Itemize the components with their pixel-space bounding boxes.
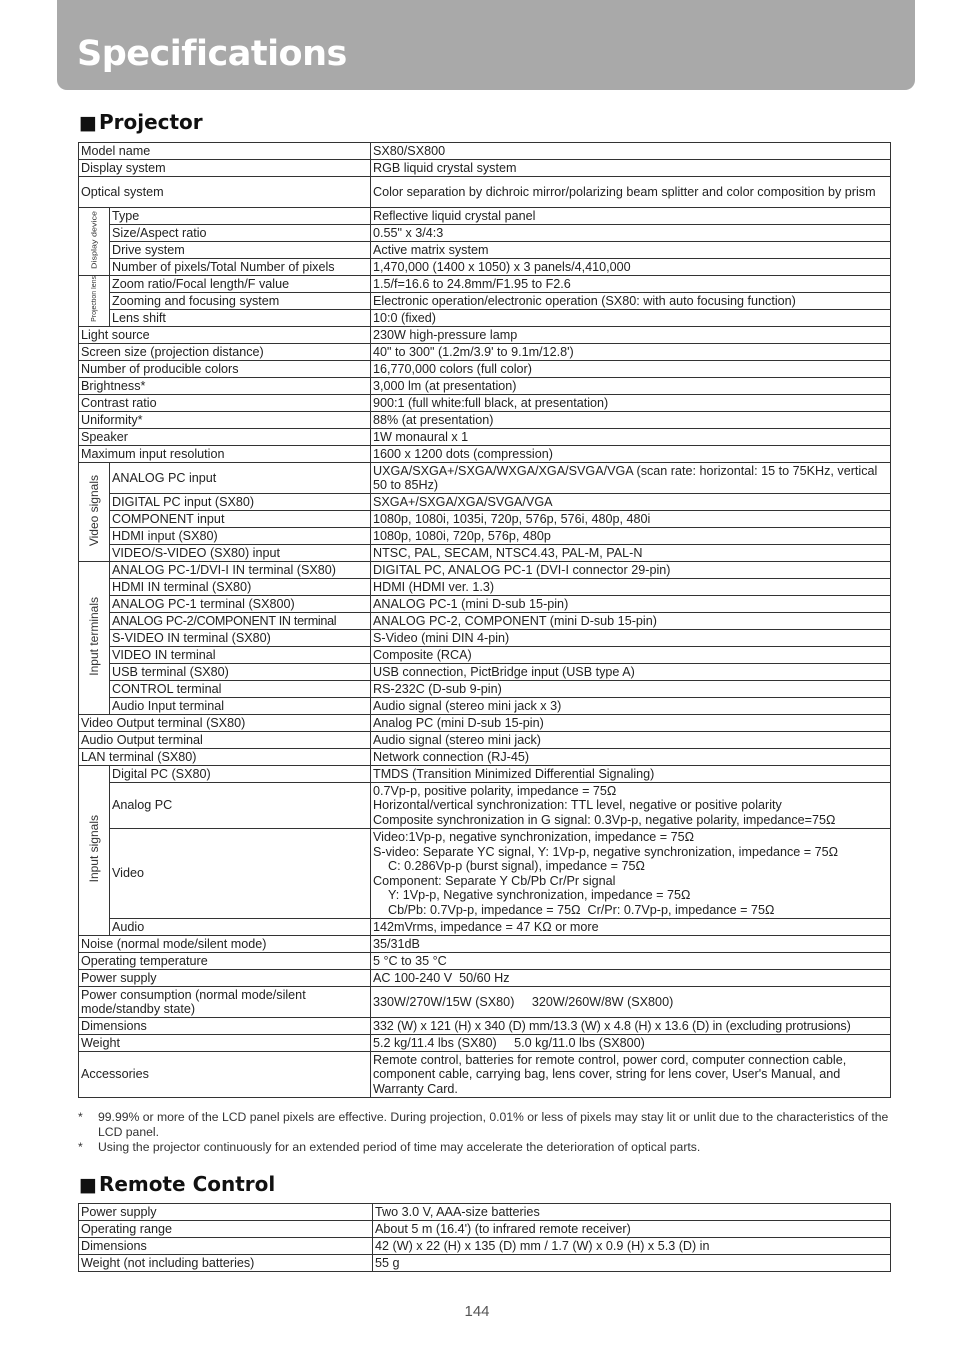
square-bullet-icon: ■: [79, 112, 97, 134]
table-row: Projection lens Zoom ratio/Focal length/F value 1.5/f=16.6 to 24.8mm/F1.95 to F2.6: [79, 276, 891, 293]
page-title: Specifications: [77, 34, 347, 74]
table-row: Drive system Active matrix system: [79, 242, 891, 259]
table-row: Input terminals ANALOG PC-1/DVI-I IN terminal (SX80) DIGITAL PC, ANALOG PC-1 (DVI-I connector 29-pin): [79, 562, 891, 579]
table-row: Weight (not including batteries) 55 g: [79, 1255, 891, 1272]
table-row: Power supply Two 3.0 V, AAA-size batteries: [79, 1204, 891, 1221]
table-row: CONTROL terminal RS-232C (D-sub 9-pin): [79, 681, 891, 698]
table-row: Speaker 1W monaural x 1: [79, 429, 891, 446]
table-row: Dimensions 42 (W) x 22 (H) x 135 (D) mm / 1.7 (W) x 0.9 (H) x 5.3 (D) in: [79, 1238, 891, 1255]
remote-spec-table: [78, 1203, 891, 1272]
table-row: Optical system Color separation by dichroic mirror/polarizing beam splitter and color composition by prism: [79, 177, 891, 208]
input-signals-group-label: Input signals: [79, 766, 110, 936]
table-row: Screen size (projection distance) 40" to 300" (1.2m/3.9' to 9.1m/12.8'): [79, 344, 891, 361]
table-row: Power supply AC 100-240 V 50/60 Hz: [79, 970, 891, 987]
footnote: * 99.99% or more of the LCD panel pixels are effective. During projection, 0.01% or less of pixels may stay lit or unlit due to the characteristics of the LCD panel.: [78, 1110, 889, 1139]
table-row: ANALOG PC-1 terminal (SX800) ANALOG PC-1 (mini D-sub 15-pin): [79, 596, 891, 613]
projection-lens-group-label: Projection lens: [79, 276, 110, 327]
table-row: DIGITAL PC input (SX80) SXGA+/SXGA/XGA/SVGA/VGA: [79, 494, 891, 511]
remote-control-heading: ■ Remote Control: [79, 1172, 276, 1196]
projector-spec-table: [78, 142, 891, 1098]
input-terminals-group-label: Input terminals: [79, 562, 110, 715]
table-row: Video Video:1Vp-p, negative synchronization, impedance = 75Ω S-video: Separate YC signal, Y: 1Vp-p, negative synchronization, impedance = 75Ω C: 0.286Vp-p (burst signal), impedance = 75Ω Component: Separate Y Cb/Pb Cr/Pr signal Y: 1Vp-p, Negative synchronization, impedance = 75Ω Cb/Pb: 0.7Vp-p, impedance = 75Ω Cr/Pr: 0.7Vp-p, impedance = 75Ω: [79, 829, 891, 919]
page-number: 144: [464, 1303, 490, 1320]
table-row: Audio Output terminal Audio signal (stereo mini jack): [79, 732, 891, 749]
table-row: Video Output terminal (SX80) Analog PC (mini D-sub 15-pin): [79, 715, 891, 732]
video-signals-group-label: Video signals: [79, 463, 110, 562]
table-row: Number of pixels/Total Number of pixels 1,470,000 (1400 x 1050) x 3 panels/4,410,000: [79, 259, 891, 276]
table-row: Analog PC 0.7Vp-p, positive polarity, impedance = 75Ω Horizontal/vertical synchronization: TTL level, negative or positive polarity Composite synchronization in G signal: 0.3Vp-p, negative polarity, impedance=75Ω: [79, 783, 891, 829]
table-row: Operating range About 5 m (16.4') (to infrared remote receiver): [79, 1221, 891, 1238]
table-row: Input signals Digital PC (SX80) TMDS (Transition Minimized Differential Signaling): [79, 766, 891, 783]
table-row: Contrast ratio 900:1 (full white:full black, at presentation): [79, 395, 891, 412]
table-row: Number of producible colors 16,770,000 colors (full color): [79, 361, 891, 378]
table-row: COMPONENT input 1080p, 1080i, 1035i, 720p, 576p, 576i, 480p, 480i: [79, 511, 891, 528]
table-row: Display system RGB liquid crystal system: [79, 160, 891, 177]
table-row: Model name SX80/SX800: [79, 143, 891, 160]
title-banner: [57, 0, 915, 90]
table-row: Light source 230W high-pressure lamp: [79, 327, 891, 344]
table-row: Weight 5.2 kg/11.4 lbs (SX80) 5.0 kg/11.0 lbs (SX800): [79, 1035, 891, 1052]
projector-heading: ■ Projector: [79, 110, 203, 134]
table-row: Lens shift 10:0 (fixed): [79, 310, 891, 327]
table-row: Accessories Remote control, batteries for remote control, power cord, computer connection cable, component cable, carrying bag, lens cover, string for lens cover, User's Manual, and Warranty Card.: [79, 1052, 891, 1098]
table-row: Audio Input terminal Audio signal (stereo mini jack x 3): [79, 698, 891, 715]
footnote: * Using the projector continuously for an extended period of time may accelerate the deterioration of optical parts.: [78, 1140, 701, 1154]
table-row: Zooming and focusing system Electronic operation/electronic operation (SX80: with auto focusing function): [79, 293, 891, 310]
table-row: HDMI IN terminal (SX80) HDMI (HDMI ver. 1.3): [79, 579, 891, 596]
table-row: HDMI input (SX80) 1080p, 1080i, 720p, 576p, 480p: [79, 528, 891, 545]
table-row: USB terminal (SX80) USB connection, PictBridge input (USB type A): [79, 664, 891, 681]
table-row: Audio 142mVrms, impedance = 47 KΩ or more: [79, 919, 891, 936]
table-row: Maximum input resolution 1600 x 1200 dots (compression): [79, 446, 891, 463]
table-row: Operating temperature 5 °C to 35 °C: [79, 953, 891, 970]
table-row: LAN terminal (SX80) Network connection (RJ-45): [79, 749, 891, 766]
square-bullet-icon: ■: [79, 1174, 97, 1196]
table-row: ANALOG PC-2/COMPONENT IN terminal ANALOG PC-2, COMPONENT (mini D-sub 15-pin): [79, 613, 891, 630]
table-row: Brightness* 3,000 lm (at presentation): [79, 378, 891, 395]
display-device-group-label: Display device: [79, 208, 110, 276]
table-row: VIDEO/S-VIDEO (SX80) input NTSC, PAL, SECAM, NTSC4.43, PAL-M, PAL-N: [79, 545, 891, 562]
table-row: Dimensions 332 (W) x 121 (H) x 340 (D) mm/13.3 (W) x 4.8 (H) x 13.6 (D) in (excluding protrusions): [79, 1018, 891, 1035]
table-row: Power consumption (normal mode/silent mode/standby state) 330W/270W/15W (SX80) 320W/260W/8W (SX800): [79, 987, 891, 1018]
table-row: Display device Type Reflective liquid crystal panel: [79, 208, 891, 225]
table-row: Uniformity* 88% (at presentation): [79, 412, 891, 429]
table-row: S-VIDEO IN terminal (SX80) S-Video (mini DIN 4-pin): [79, 630, 891, 647]
footnotes: [78, 1110, 890, 1155]
table-row: VIDEO IN terminal Composite (RCA): [79, 647, 891, 664]
table-row: Size/Aspect ratio 0.55" x 3/4:3: [79, 225, 891, 242]
table-row: Noise (normal mode/silent mode) 35/31dB: [79, 936, 891, 953]
table-row: Video signals ANALOG PC input UXGA/SXGA+/SXGA/WXGA/XGA/SVGA/VGA (scan rate: horizontal: 15 to 75KHz, vertical 50 to 85Hz): [79, 463, 891, 494]
